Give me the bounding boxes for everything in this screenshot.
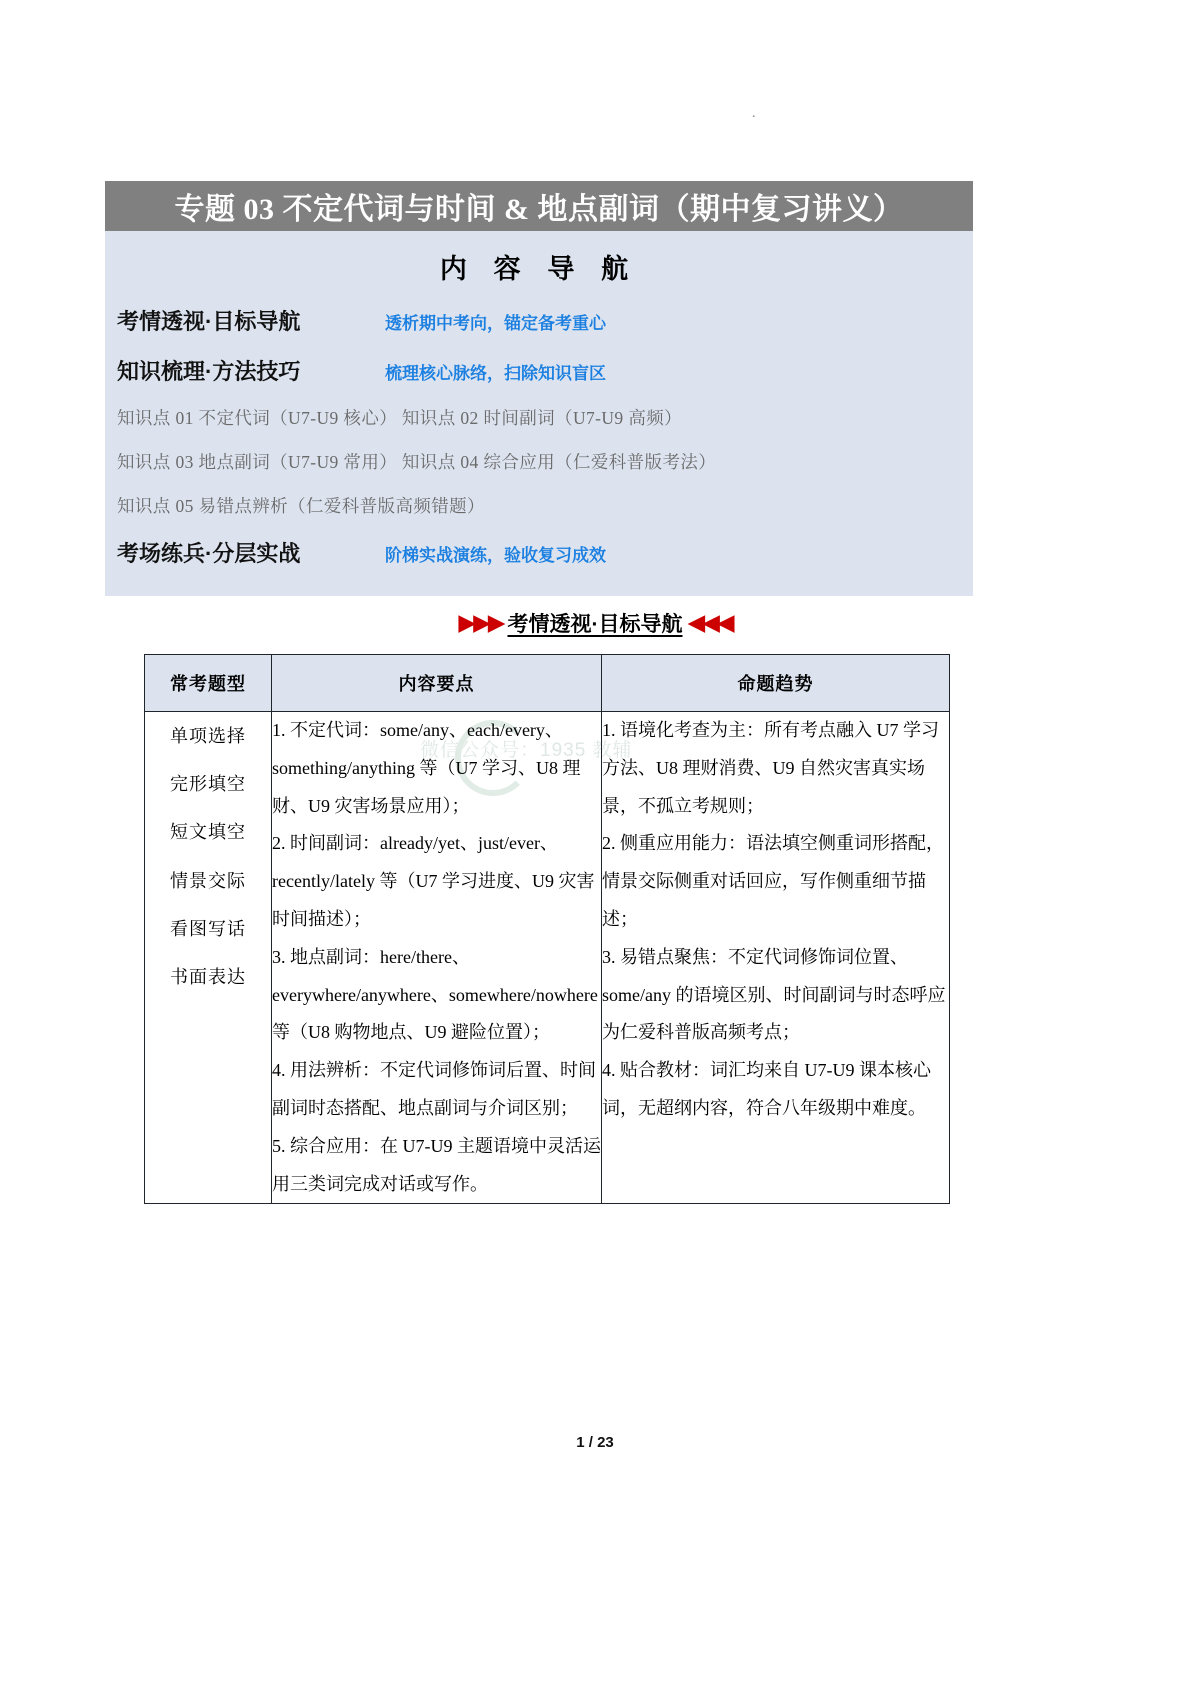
nav-sub-knowledge-review: 梳理核心脉络，扫除知识盲区 <box>385 364 606 383</box>
cell-line: 4. 用法辨析：不定代词修饰词后置、时间副词时态搭配、地点副词与介词区别； <box>272 1060 596 1118</box>
nav-sub-practice: 阶梯实战演练，验收复习成效 <box>385 546 606 565</box>
table-row <box>145 712 950 1204</box>
triple-right-arrow-icon: ▶▶▶ <box>458 609 503 636</box>
cell-line: 单项选择 <box>170 726 246 746</box>
table-header-question-types: 常考题型 <box>145 655 272 712</box>
cell-line: 2. 侧重应用能力：语法填空侧重词形搭配，情景交际侧重对话回应，写作侧重细节描述； <box>602 833 944 929</box>
cell-line: 完形填空 <box>170 774 246 795</box>
knowledge-point-line-2: 知识点 03 地点副词（U7-U9 常用） 知识点 04 综合应用（仁爱科普版考法） <box>117 452 717 472</box>
cell-line: 1. 不定代词：some/any、each/every、something/anything 等（U7 学习、U8 理财、U9 灾害场景应用）； <box>272 720 581 816</box>
content-navigation-box <box>105 231 973 596</box>
table-header-content-points: 内容要点 <box>272 655 602 712</box>
cell-line: 情景交际 <box>170 870 246 891</box>
cell-line: 4. 贴合教材：词汇均来自 U7-U9 课本核心词，无超纲内容，符合八年级期中难度。 <box>602 1060 931 1118</box>
page-artifact-dot: . <box>752 106 756 121</box>
cell-line: 5. 综合应用：在 U7-U9 主题语境中灵活运用三类词完成对话或写作。 <box>272 1135 601 1194</box>
section-header-title: 考情透视·目标导航 <box>507 613 683 636</box>
nav-row-exam-insight <box>105 305 973 336</box>
nav-row-knowledge-review <box>105 355 973 386</box>
cell-line: 2. 时间副词：already/yet、just/ever、recently/lately 等（U7 学习进度、U9 灾害时间描述）； <box>272 833 595 929</box>
nav-label-knowledge-review: 知识梳理·方法技巧 <box>117 359 301 384</box>
table-header-exam-trends: 命题趋势 <box>602 655 950 712</box>
knowledge-point-line-1: 知识点 01 不定代词（U7-U9 核心） 知识点 02 时间副词（U7-U9 高频） <box>117 408 683 428</box>
watermark-text: 微信公众号：1935 教辅 <box>420 740 633 761</box>
nav-label-practice: 考场练兵·分层实战 <box>117 541 301 566</box>
document-title-bar <box>105 181 973 231</box>
cell-line: 1. 语境化考查为主：所有考点融入 U7 学习方法、U8 理财消费、U9 自然灾害真实场景，不孤立考规则； <box>602 720 939 816</box>
cell-question-types <box>145 712 272 1204</box>
nav-sub-exam-insight: 透析期中考向，锚定备考重心 <box>385 314 606 333</box>
nav-label-exam-insight: 考情透视·目标导航 <box>117 309 301 334</box>
cell-content-points <box>272 712 602 1204</box>
cell-line: 短文填空 <box>170 822 246 843</box>
table-header-row <box>145 655 950 712</box>
triple-left-arrow-icon: ◀◀◀ <box>687 609 732 636</box>
section-header-exam-insight <box>0 608 1190 638</box>
nav-row-practice <box>105 537 973 568</box>
page-footer-number: 1 / 23 <box>576 1434 614 1451</box>
exam-overview-table <box>144 654 950 1204</box>
page-title: 专题 03 不定代词与时间 & 地点副词（期中复习讲义） <box>174 193 904 226</box>
cell-exam-trends <box>602 712 950 1204</box>
cell-line: 3. 易错点聚焦：不定代词修饰词位置、some/any 的语境区别、时间副词与时态呼应为仁爱科普版高频考点； <box>602 946 946 1043</box>
cell-line: 书面表达 <box>170 967 246 988</box>
content-navigation-heading: 内 容 导 航 <box>439 254 639 284</box>
knowledge-point-line-3: 知识点 05 易错点辨析（仁爱科普版高频错题） <box>117 496 485 516</box>
cell-line: 3. 地点副词：here/there、everywhere/anywhere、somewhere/nowhere 等（U8 购物地点、U9 避险位置）； <box>272 946 598 1043</box>
cell-line: 看图写话 <box>170 918 246 939</box>
